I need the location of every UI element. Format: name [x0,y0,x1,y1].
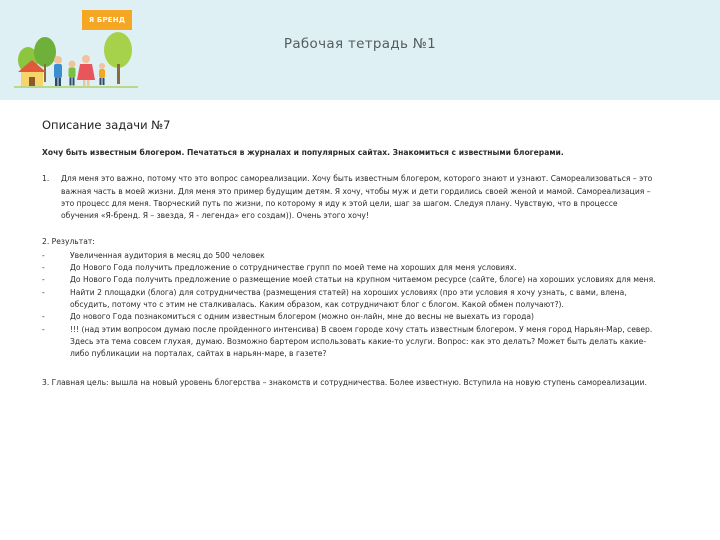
list-item [42,262,678,274]
list-item [42,311,678,323]
list-item-text: До нового Года познакомиться с одним известным блогером (можно он-лайн, мне до весны не выехать из города) [70,312,534,322]
item-text: Для меня это важно, потому что это вопрос самореализации. Хочу быть известным блогером, которого знают и узнают. Самореализоваться – это важная часть в моей жизни. Для меня это пример будущим детям. Я хочу, чтобы муж и дети гордились своей женой и мамой. Самореализация – это процесс для меня. Творческий путь по жизни, по которому я иду к этой цели, шаг за шагом. Следуя плану. Чувствую, что в процессе обучения «Я-бренд. Я – звезда, Я - легенда» его создам)). Очень этого хочу! [61,174,653,221]
document-body [42,118,678,390]
result-list [42,250,678,361]
result-heading: 2. Результат: [42,237,95,247]
bullet-dash: - [42,312,45,322]
task-title: Описание задачи №7 [42,118,171,132]
bullet-dash: - [42,263,45,273]
list-item-text: Увеличенная аудитория в месяц до 500 человек [70,250,265,260]
main-goal-paragraph: 3. Главная цель: вышла на новый уровень блогерства – знакомств и сотрудничества. Более известную. Вступила на новую ступень самореализации. [42,378,647,388]
bullet-dash: - [42,324,45,334]
list-item-text: До Нового Года получить предложение о сотрудничестве групп по моей теме на хороших для меня условиях. [70,263,517,273]
header-banner [0,0,720,100]
list-item [42,324,678,361]
notebook-title: Рабочая тетрадь №1 [283,36,437,52]
list-item-text: Найти 2 площадки (блога) для сотрудничества (размещения статей) на хороших условиях (про эти условия я хочу узнать, с вами, влена, обсудить, потому что с этим не сталкивалась. Каким образом, как сотрудничают блог с блогом. Какой обмен получают?). [70,287,627,309]
item-importance [42,173,678,222]
bullet-dash: - [42,275,45,285]
list-item [42,250,678,262]
intro-paragraph: Хочу быть известным блогером. Печататься в журналах и популярных сайтах. Знакомиться с известными блогерами. [42,148,564,157]
list-item [42,287,678,312]
list-item-text: !!! (над этим вопросом думаю после пройденного интенсива) В своем городе хочу стать известным блогером. У меня город Нарьян-Мар, север. Здесь эта тема совсем глухая, думаю. Возможно бартером использовать какие-то услуги. Вопрос: как это делать? Может быть делать какие-либо публикации на порталах, сайтах в нарьян-маре, в газете? [70,324,653,359]
list-item-text: До Нового Года получить предложение о размещение моей статьи на крупном читаемом ресурсе (сайте, блоге) на хороших условиях для меня. [70,275,656,285]
list-item [42,274,678,286]
brand-logo: Я БРЕНД [82,10,132,30]
bullet-dash: - [42,250,45,260]
bullet-dash: - [42,287,45,297]
item-number: 1. [42,174,50,184]
